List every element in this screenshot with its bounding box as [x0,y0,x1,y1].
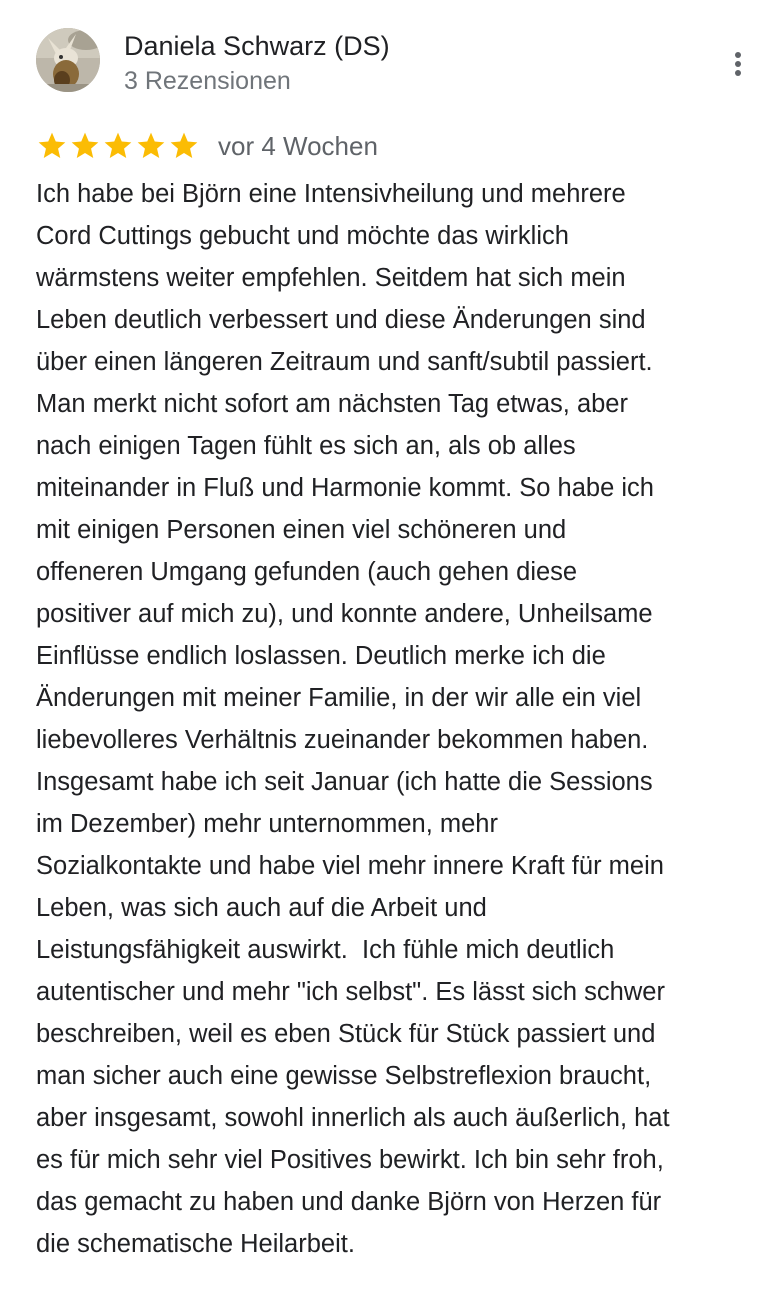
review-text-line: das gemacht zu haben und danke Björn von Herzen für [36,1188,662,1216]
star-icon [168,130,200,162]
more-options-button[interactable] [726,46,750,82]
review-text-line: Leben deutlich verbessert und diese Änderungen sind [36,306,646,334]
author-review-count[interactable]: 3 Rezensionen [124,67,291,95]
review-text-line: Man merkt nicht sofort am nächsten Tag etwas, aber [36,390,628,418]
review-text-line: Änderungen mit meiner Familie, in der wir alle ein viel [36,684,642,712]
review-text-line: wärmstens weiter empfehlen. Seitdem hat sich mein [36,264,626,292]
review-text-line: Sozialkontakte und habe viel mehr innere Kraft für mein [36,852,664,880]
review-date: vor 4 Wochen [218,131,378,161]
more-vert-icon [734,51,742,77]
review-text-line: Leistungsfähigkeit auswirkt. Ich fühle mich deutlich [36,936,615,964]
review-text-line: mit einigen Personen einen viel schöneren und [36,516,567,544]
review-text-line: liebevolleres Verhältnis zueinander bekommen haben. [36,726,649,754]
author-name[interactable]: Daniela Schwarz (DS) [124,31,390,61]
star-rating [36,130,200,162]
review-text-line: beschreiben, weil es eben Stück für Stück passiert und [36,1020,656,1048]
review-text-line: Cord Cuttings gebucht und möchte das wirklich [36,222,569,250]
review-header [36,28,756,94]
review-text-line: offeneren Umgang gefunden (auch gehen diese [36,558,578,586]
review-text-line: man sicher auch eine gewisse Selbstreflexion braucht, [36,1062,652,1090]
star-icon [36,130,68,162]
review-text-line: aber insgesamt, sowohl innerlich als auch äußerlich, hat [36,1104,670,1132]
review-text-line: die schematische Heilarbeit. [36,1230,355,1258]
review-text-line: autentischer und mehr "ich selbst". Es lässt sich schwer [36,978,665,1006]
review-text-line: miteinander in Fluß und Harmonie kommt. So habe ich [36,474,654,502]
review-text-line: Ich habe bei Björn eine Intensivheilung und mehrere [36,180,626,208]
review-text-line: es für mich sehr viel Positives bewirkt. Ich bin sehr froh, [36,1146,664,1174]
star-icon [69,130,101,162]
star-icon [135,130,167,162]
review-text-line: nach einigen Tagen fühlt es sich an, als ob alles [36,432,576,460]
review-text-line: positiver auf mich zu), und konnte andere, Unheilsame [36,600,653,628]
review-text [36,173,756,1265]
avatar[interactable] [36,28,100,92]
review-text-line: Leben, was sich auch auf die Arbeit und [36,894,487,922]
rating-row [36,128,378,164]
avatar-photo [36,28,100,92]
review-text-line: im Dezember) mehr unternommen, mehr [36,810,498,838]
review-text-line: Insgesamt habe ich seit Januar (ich hatte die Sessions [36,768,653,796]
review-text-line: über einen längeren Zeitraum und sanft/subtil passiert. [36,348,653,376]
star-icon [102,130,134,162]
review-text-line: Einflüsse endlich loslassen. Deutlich merke ich die [36,642,606,670]
